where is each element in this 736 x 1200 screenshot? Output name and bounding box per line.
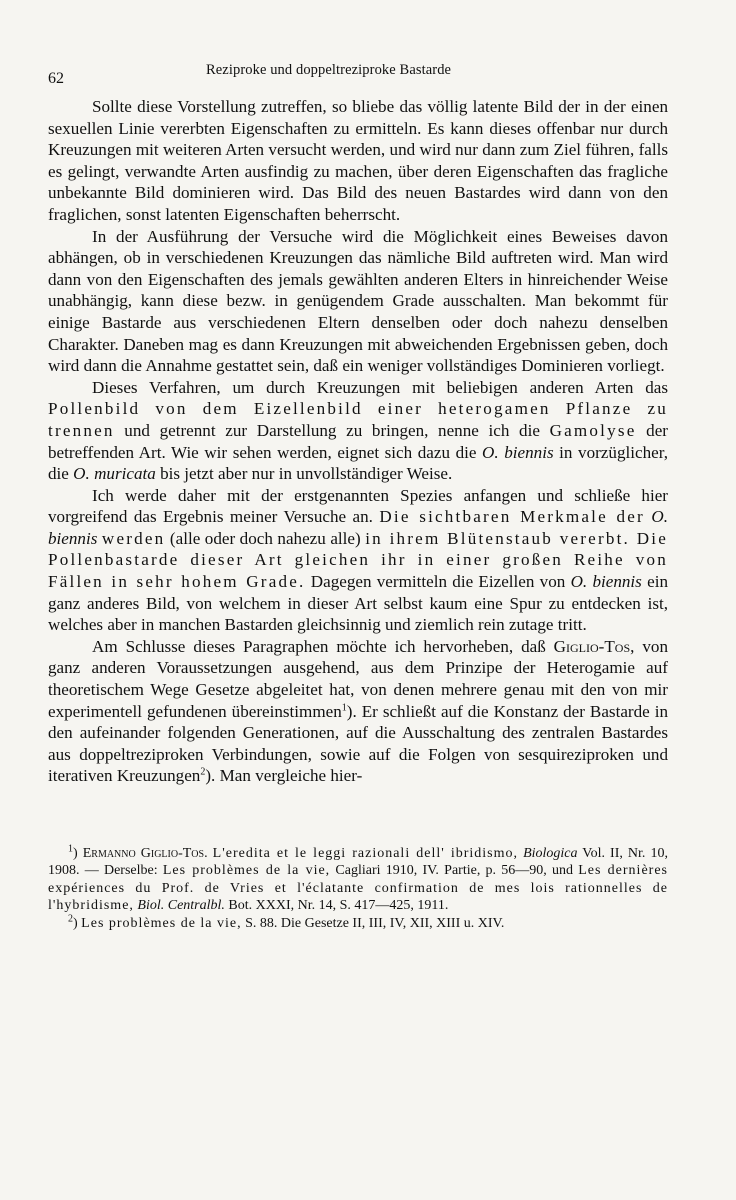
text-segment: , von ganz anderen Voraussetzungen ausgehend, aus dem Prinzipe der Heterogamie auf theoretischem Wege Gesetze abgeleitet hat, von denen mehrere genau mit den von mir experimentell gefundenen übereinstimmen [48, 636, 668, 721]
emphasis-spaced: Pollenbild von dem Eizellenbild einer heterogamen Pflanze zu trennen [48, 399, 668, 440]
text-segment: bis jetzt aber nur in unvollständiger Weise. [155, 464, 453, 484]
footnotes [48, 845, 668, 932]
species-name: O. biennis [482, 442, 554, 462]
species-name: O. muricata [73, 464, 156, 484]
footnote-mark: 2 [68, 912, 73, 924]
running-head: Reziproke und doppeltreziproke Bastarde [206, 62, 452, 78]
page-number: 62 [48, 70, 64, 87]
text-segment: Dagegen vermitteln die Eizellen von [305, 572, 571, 592]
text-segment: S. 88. Die Gesetze II, III, IV, XII, XIII u. XIV. [241, 915, 505, 931]
term-gamolyse: Gamolyse [549, 420, 637, 440]
author-name: Ermanno Giglio-Tos. [82, 846, 208, 861]
paragraph-2: In der Ausführung der Versuche wird die Möglichkeit eines Beweises davon abhängen, ob in verschiedenen Kreuzungen das nämliche Bild auftreten wird. Man wird dann von den Eigenschaften des jemals gewählten anderen Elters in hinreichender Weise unabhängig, kann diese bezw. in genügendem Grade ausschalten. Man bekommt für einige Bastarde aus verschiedenen Eltern denselben oder doch nahezu denselben Charakter. Daneben mag es dann Kreuzungen mit abweichenden Ergebnissen geben, doch wird dann die Annahme gestattet sein, daß ein weniger vollständiges Dominieren vorliegt. [48, 226, 668, 376]
paragraph-5 [48, 636, 668, 787]
text-segment: in vorzüglicher, die [48, 442, 668, 484]
text-segment: Vol. II, Nr. 10, 1908. — Derselbe: [48, 846, 668, 879]
text-segment: Bot. XXXI, Nr. 14, S. 417—425, 1911. [224, 898, 449, 914]
work-title: L'eredita et le leggi razionali dell' ibridismo, [212, 846, 518, 861]
text-segment: ). Man vergleiche hier- [205, 766, 363, 786]
footnote-2: $^2$) Les problèmes de la vie, S. 88. Die Gesetze II, III, IV, XII, XIII u. XIV. [68, 912, 505, 931]
text-segment: ein ganz anderes Bild, von welchem in dieser Art selbst kaum eine Spur zu entdecken ist, welches aber in manchen Bastarden gleichsinnig und ziemlich rein zutage tritt. [48, 572, 668, 635]
emphasis-spaced: Die sichtbaren Merkmale der [379, 507, 645, 527]
text-segment: Dieses Verfahren, um durch Kreuzungen mit beliebigen anderen Arten das [92, 377, 668, 397]
text-segment: und getrennt zur Darstellung zu bringen, nenne ich die [114, 420, 550, 440]
page-header [48, 58, 668, 90]
work-title: Les problèmes de la vie, [81, 915, 242, 931]
text-segment: Ich werde daher mit der erstgenannten Spezies anfangen und schließe hier vorgreifend das Ergebnis meiner Versuche an. [48, 485, 668, 527]
species-name: O. biennis [48, 507, 668, 548]
footnote-ref: 1 [341, 701, 347, 713]
book-page [48, 58, 668, 932]
emphasis-spaced: in ihrem Blütenstaub vererbt. Die Pollenbastarde dieser Art gleichen ihr in einer großen Reihe von Fällen in sehr hohem Grade. [48, 528, 668, 592]
journal-name: Biol. Centralbl. [137, 898, 225, 914]
footnote-mark: 1 [68, 843, 73, 855]
text-segment: (alle oder doch nahezu alle) [165, 528, 366, 548]
footnote-1: $^1$) Ermanno Giglio-Tos. L'eredita et le leggi razionali dell' ibridismo, Biologica Vol. II, Nr. 10, 1908. — Derselbe: Les problèmes de la vie, Cagliari 1910, IV. Partie, p. 56—90, und Les dernières expériences du Prof. de Vries et l'éclatante confirmation de mes lois rationnelles de l'hybridisme, Biol. Centralbl. Bot. XXXI, Nr. 14, S. 417—425, 1911. [48, 843, 668, 914]
emphasis-spaced: werden [101, 528, 166, 548]
text-segment: Am Schlusse dieses Paragraphen möchte ich hervorheben, daß [92, 636, 554, 656]
footnote-ref: 2 [200, 766, 206, 778]
author-name: Giglio-Tos [553, 636, 631, 656]
journal-name: Biologica [523, 846, 578, 861]
text-segment: Cagliari 1910, IV. Partie, p. 56—90, und [330, 863, 579, 879]
body-text [48, 96, 668, 787]
paragraph-1: Sollte diese Vorstellung zutreffen, so bliebe das völlig latente Bild der in der einen sexuellen Linie vererbten Eigenschaften zu ermitteln. Es kann dieses offenbar nur durch Kreuzungen mit weiteren Arten versucht werden, und wird nur dann zum Ziel führen, falls es gelingt, verwandte Arten ausfindig zu machen, über deren Eigenschaften das fragliche unbekannte Bild dominieren wird. Das Bild des neuen Bastardes wird dann von den fraglichen, sonst latenten Eigenschaften beherrscht. [48, 97, 668, 224]
work-title: Les problèmes de la vie, [162, 863, 331, 879]
paragraph-4 [48, 485, 668, 636]
paragraph-3 [48, 377, 668, 485]
work-title: Les dernières expériences du Prof. de Vries et l'éclatante confirmation de mes lois rationnelles de l'hybridisme, [48, 863, 668, 914]
text-segment: der betreffenden Art. Wie wir sehen werden, eignet sich dazu die [48, 420, 668, 462]
text-segment: ). Er schließt auf die Konstanz der Bastarde in den aufeinander folgenden Generationen, auf die Ausschaltung des zentralen Bastardes aus doppeltreziproken Verbindungen, sowie auf die Folgen von sesquireziproken und iterativen Kreuzungen [48, 701, 668, 786]
species-name: O. biennis [570, 572, 642, 592]
